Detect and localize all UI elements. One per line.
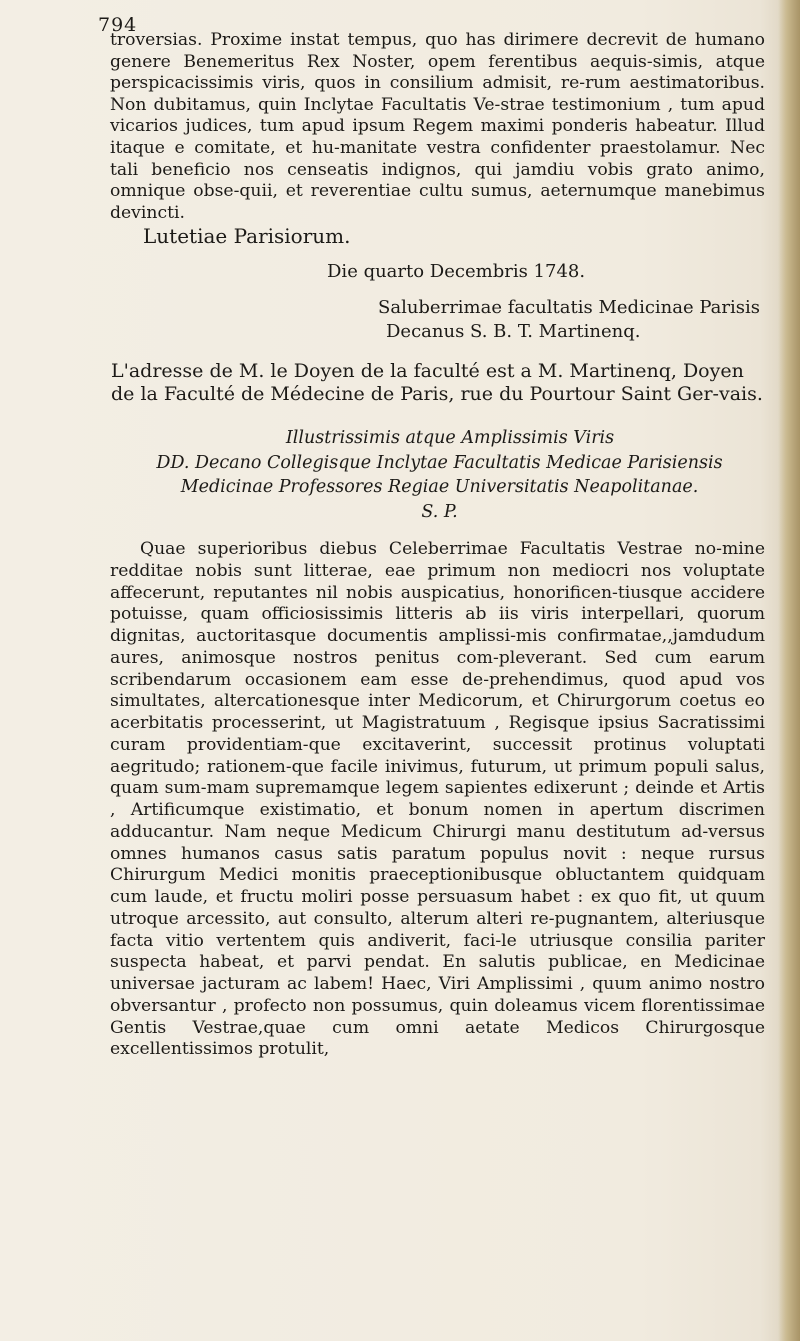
paragraph-2-block xyxy=(110,539,765,1061)
paragraph-1: troversias. Proxime instat tempus, quo has dirimere decrevit de humano genere Benemeritus Rex Noster, opem ferentibus aequis-simis, atque perspicacissimis viris, quos in consilium admisit, re-rum aestimatoribus. Non dubitamus, quin Inclytae Facultatis Ve-strae testimonium , tum apud vicarios judices, tum apud ipsum Regem maximi ponderis habeatur. Illud itaque e comitate, et hu-manitate vestra confidenter praestolamur. Nec tali beneficio nos censeatis indignos, qui jamdiu vobis grato animo, omnique obse-quii, et reverentiae cultu sumus, aeternumque manebimus devincti. xyxy=(110,30,765,223)
salutation-line-3: Medicinae Professores Regiae Universitatis Neapolitanae. xyxy=(180,477,699,497)
letter-place: Lutetiae Parisiorum. xyxy=(143,224,351,248)
salutation-line-4: S. P. xyxy=(421,502,458,522)
page-number: 794 xyxy=(98,14,138,36)
page-edge xyxy=(778,0,800,1341)
address-note: L'adresse de M. le Doyen de la faculté est a M. Martinenq, Doyen de la Faculté de Médecine de Paris, rue du Pourtour Saint Ger-vais. xyxy=(111,360,763,405)
salutation-line-2: DD. Decano Collegisque Inclytae Facultatis Medicae Parisiensis xyxy=(156,453,723,473)
paragraph-2: Quae superioribus diebus Celeberrimae Facultatis Vestrae no-mine redditae nobis sunt litterae, eae primum non mediocri nos voluptate affecerunt, reputantes nil nobis auspicatius, honorificen-tiusque accidere potuisse, quam officiosissimis litteris ab iis viris interpellari, quorum dignitas, auctoritasque documentis amplissi-mis confirmatae,,jamdudum aures, animosque nostros penitus com-pleverant. Sed cum earum scribendarum occasionem eam esse de-prehendimus, quod apud vos simultates, altercationesque inter Medicorum, et Chirurgorum coetus eo acerbitatis processerint, ut Magistratuum , Regisque ipsius Sacratissimi curam providentiam-que excitaverint, successit protinus voluptati aegritudo; rationem-que facile inivimus, futurum, ut primum populi salus, quam sum-mam supremamque legem sapientes edixerunt ; deinde et Artis , Artificumque existimatio, et bonum nomen in apertum discrimen adducantur. Nam neque Medicum Chirurgi manu destitutum ad-versus omnes humanos casus satis paratum populus novit : neque rursus Chirurgum Medici monitis praeceptionibusque obluctantem quidquam cum laude, et fructu moliri posse persuasum habet : ex quo fit, ut quum utroque arcessito, aut consulto, alterum alteri re-pugnantem, alteriusque facta vitio vertentem quis andiverit, faci-le utriusque consilia pariter suspecta habeat, et parvi pendat. En salutis publicae, en Medicinae universae jacturam ac labem! Haec, Viri Amplissimi , quum animo nostro obversantur , profecto non possumus, quin doleamus vicem florentissimae Gentis Vestrae,quae cum omni aetate Medicos Chirurgosque excellentissimos protulit, xyxy=(110,539,765,1060)
signature-line-1: Saluberrimae facultatis Medicinae Parisis xyxy=(378,297,760,318)
letter-date: Die quarto Decembris 1748. xyxy=(327,261,586,282)
paragraph-1-block xyxy=(110,30,765,224)
salutation-line-1: Illustrissimis atque Amplissimis Viris xyxy=(285,428,615,448)
signature-line-2: Decanus S. B. T. Martinenq. xyxy=(386,321,641,342)
